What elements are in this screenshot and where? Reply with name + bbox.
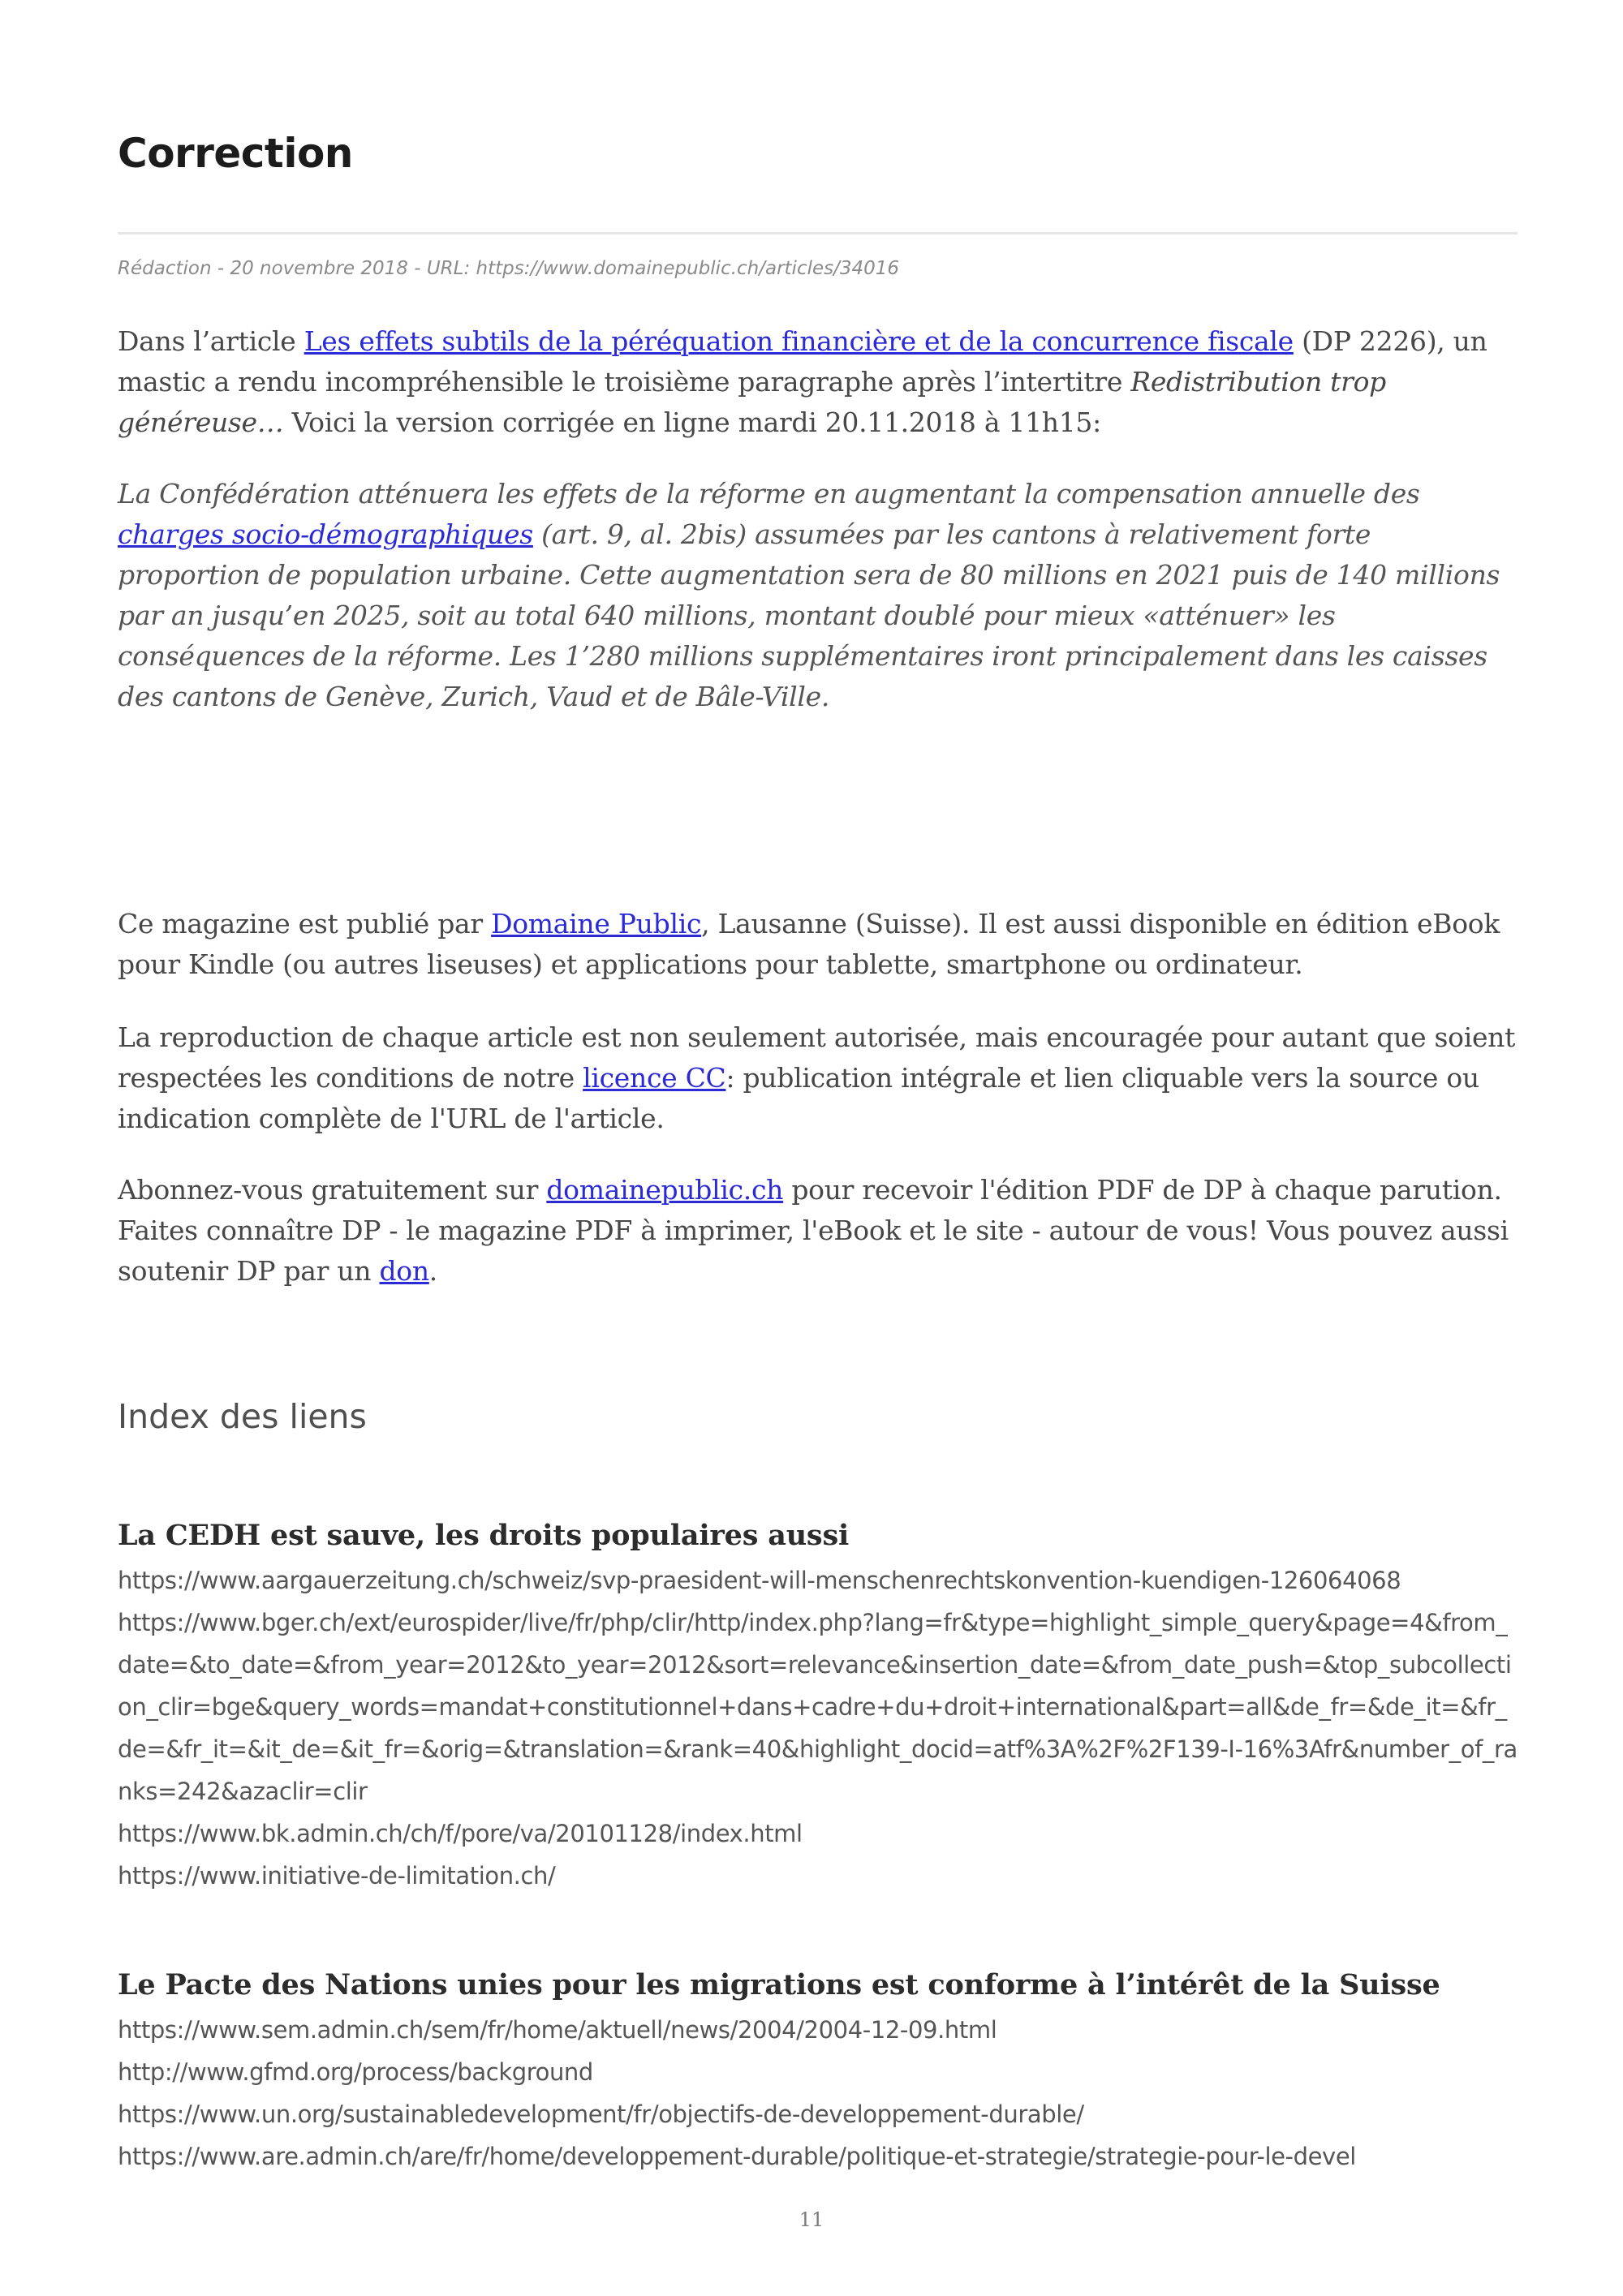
divider: [118, 232, 1518, 234]
index-section-heading: Le Pacte des Nations unies pour les migrations est conforme à l’intérêt de la Suisse: [118, 1968, 1440, 2001]
subscribe-paragraph: Abonnez-vous gratuitement sur domainepublic.ch pour recevoir l'édition PDF de DP à chaque parution. Faites connaître DP - le magazine PDF à imprimer, l'eBook et le site - autour de vous! Vous pouvez aussi soutenir DP par un don.: [118, 1174, 1509, 1287]
page-number: 11: [799, 2208, 824, 2231]
index-url[interactable]: https://www.bk.admin.ch/ch/f/pore/va/20101128/index.html: [118, 1820, 803, 1847]
domaine-public-link[interactable]: Domaine Public: [491, 908, 702, 939]
index-url[interactable]: https://www.un.org/sustainabledevelopment/fr/objectifs-de-developpement-durable/: [118, 2100, 1084, 2128]
donation-link[interactable]: don: [379, 1255, 429, 1287]
index-section: [118, 1514, 1518, 1897]
publisher-paragraph: Ce magazine est publié par Domaine Public, Lausanne (Suisse). Il est aussi disponible en édition eBook pour Kindle (ou autres liseuses) et applications pour tablette, smartphone ou ordinateur.: [118, 908, 1500, 980]
intro-paragraph: Dans l’article Les effets subtils de la péréquation financière et de la concurrence fiscale (DP 2226), un mastic a rendu incompréhensible le troisième paragraphe après l’intertitre Redistribution trop généreuse… Voici la version corrigée en ligne mardi 20.11.2018 à 11h15:: [118, 325, 1487, 438]
index-title: Index des liens: [118, 1397, 367, 1436]
index-url[interactable]: https://www.initiative-de-limitation.ch/: [118, 1862, 556, 1890]
index-url[interactable]: https://www.sem.admin.ch/sem/fr/home/aktuell/news/2004/2004-12-09.html: [118, 2016, 997, 2044]
index-section-heading: La CEDH est sauve, les droits populaires aussi: [118, 1519, 850, 1552]
index-url[interactable]: https://www.are.admin.ch/are/fr/home/developpement-durable/politique-et-strategie/strategie-pour-le-devel: [118, 2143, 1356, 2170]
charges-link[interactable]: charges socio-démographiques: [118, 518, 533, 550]
index-url[interactable]: https://www.aargauerzeitung.ch/schweiz/svp-praesident-will-menschenrechtskonvention-kuendigen-126064068: [118, 1567, 1401, 1594]
article-link[interactable]: Les effets subtils de la péréquation financière et de la concurrence fiscale: [304, 325, 1294, 357]
license-paragraph: La reproduction de chaque article est non seulement autorisée, mais encouragée pour autant que soient respectées les conditions de notre licence CC: publication intégrale et lien cliquable vers la source ou indication complète de l'URL de l'article.: [118, 1021, 1516, 1134]
index-url[interactable]: http://www.gfmd.org/process/background: [118, 2058, 593, 2086]
index-section: [118, 1963, 1518, 2178]
index-url[interactable]: https://www.bger.ch/ext/eurospider/live/fr/php/clir/http/index.php?lang=fr&type=highlight_simple_query&page=4&from_date=&to_date=&from_year=2012&to_year=2012&sort=relevance&insertion_date=&from_date_push=&top_subcollection_clir=bge&query_words=mandat+constitutionnel+dans+cadre+du+droit+international&part=all&de_fr=&de_it=&fr_de=&fr_it=&it_de=&it_fr=&orig=&translation=&rank=40&highlight_docid=atf%3A%2F%2F139-I-16%3Afr&number_of_ranks=242&azaclir=clir: [118, 1609, 1518, 1805]
quote-paragraph: La Confédération atténuera les effets de la réforme en augmentant la compensation annuelle des charges socio-démographiques (art. 9, al. 2bis) assumées par les cantons à relativement forte proportion de population urbaine. Cette augmentation sera de 80 millions en 2021 puis de 140 millions par an jusqu’en 2025, soit au total 640 millions, montant doublé pour mieux «atténuer» les conséquences de la réforme. Les 1’280 millions supplémentaires iront principalement dans les caisses des cantons de Genève, Zurich, Vaud et de Bâle-Ville.: [118, 478, 1500, 712]
page-title: Correction: [118, 130, 353, 177]
byline: Rédaction - 20 novembre 2018 - URL: https://www.domainepublic.ch/articles/34016: [118, 258, 900, 279]
licence-link[interactable]: licence CC: [583, 1062, 726, 1094]
domainepublic-link[interactable]: domainepublic.ch: [546, 1174, 784, 1206]
